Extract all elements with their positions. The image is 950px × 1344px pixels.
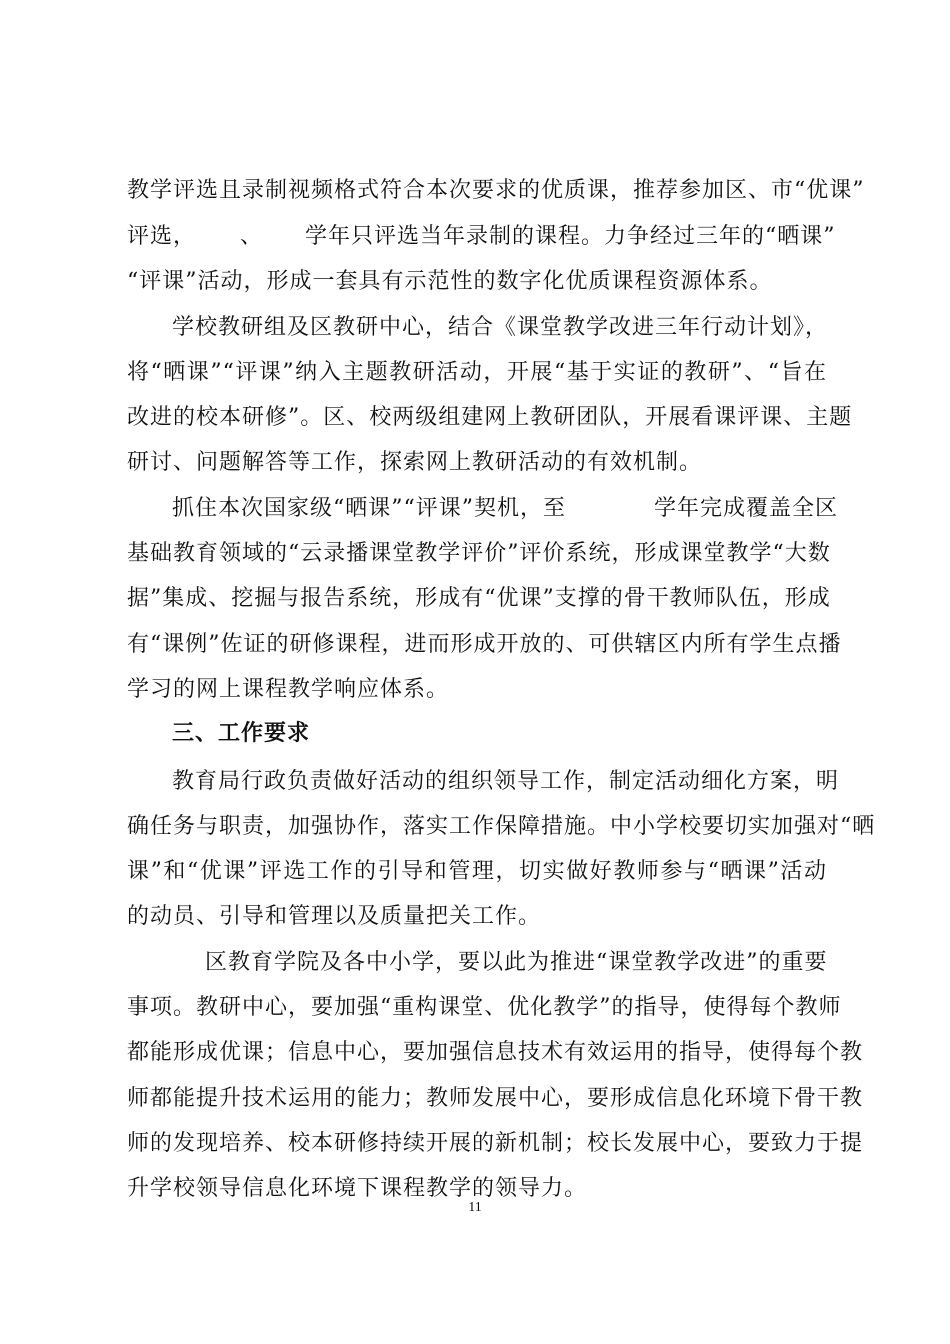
para3-line1-part-b: 学年完成覆盖全区 bbox=[654, 496, 839, 521]
para3-line2: 基础教育领域的“云录播课堂教学评价”评价系统，形成课堂教学“大数 bbox=[127, 541, 831, 566]
page-number: 11 bbox=[468, 1200, 482, 1215]
para5-line3: 都能形成优课；信息中心，要加强信息技术有效运用的指导，使得每个教 bbox=[127, 1040, 864, 1065]
para3-line4: 有“课例”佐证的研修课程，进而形成开放的、可供辖区内所有学生点播 bbox=[127, 632, 842, 657]
para2-line2: 将“晒课”“评课”纳入主题教研活动，开展“基于实证的教研”、“旨在 bbox=[127, 360, 827, 385]
para3-line1-part-a: 抓住本次国家级“晒课”“评课”契机，至 bbox=[172, 496, 566, 521]
para4-line4: 的动员、引导和管理以及质量把关工作。 bbox=[127, 904, 542, 929]
para1-line3: “评课”活动，形成一套具有示范性的数字化优质课程资源体系。 bbox=[127, 269, 773, 294]
para1-line2-part-b: 、 bbox=[240, 224, 264, 249]
para5-line1: 区教育学院及各中小学，要以此为推进“课堂教学改进”的重要 bbox=[205, 950, 828, 975]
para2-line1: 学校教研组及区教研中心，结合《课堂教学改进三年行动计划》， bbox=[172, 315, 829, 340]
para2-line4: 研讨、问题解答等工作，探索网上教研活动的有效机制。 bbox=[127, 450, 703, 475]
para3-line5: 学习的网上课程教学响应体系。 bbox=[127, 677, 450, 702]
section-heading: 三、工作要求 bbox=[172, 721, 311, 746]
para2-line3: 改进的校本研修”。区、校两级组建网上教研团队，开展看课评课、主题 bbox=[127, 405, 853, 430]
para5-line5: 师的发现培养、校本研修持续开展的新机制；校长发展中心，要致力于提 bbox=[127, 1131, 864, 1156]
para1-line2-part-a: 评选， bbox=[127, 224, 197, 249]
para3-line3: 据”集成、挖掘与报告系统，形成有“优课”支撑的骨干教师队伍，形成 bbox=[127, 586, 831, 611]
para5-line4: 师都能提升技术运用的能力；教师发展中心，要形成信息化环境下骨干教 bbox=[127, 1086, 864, 1111]
para1-line2-part-c: 学年只评选当年录制的课程。力争经过三年的“晒课” bbox=[305, 224, 836, 249]
para5-line2: 事项。教研中心，要加强“重构课堂、优化教学”的指导，使得每个教师 bbox=[127, 995, 842, 1020]
para4-line1: 教育局行政负责做好活动的组织领导工作，制定活动细化方案，明 bbox=[172, 769, 840, 794]
para1-line2 bbox=[127, 223, 836, 251]
para3-line1 bbox=[127, 495, 839, 523]
para5-line6: 升学校领导信息化环境下课程教学的领导力。 bbox=[127, 1176, 588, 1201]
para1-line1: 教学评选且录制视频格式符合本次要求的优质课，推荐参加区、市“优课” bbox=[127, 178, 865, 203]
para4-line3: 课”和“优课”评选工作的引导和管理，切实做好教师参与“晒课”活动 bbox=[127, 859, 827, 884]
para4-line2: 确任务与职责，加强协作，落实工作保障措施。中小学校要切实加强对“晒 bbox=[127, 814, 876, 839]
